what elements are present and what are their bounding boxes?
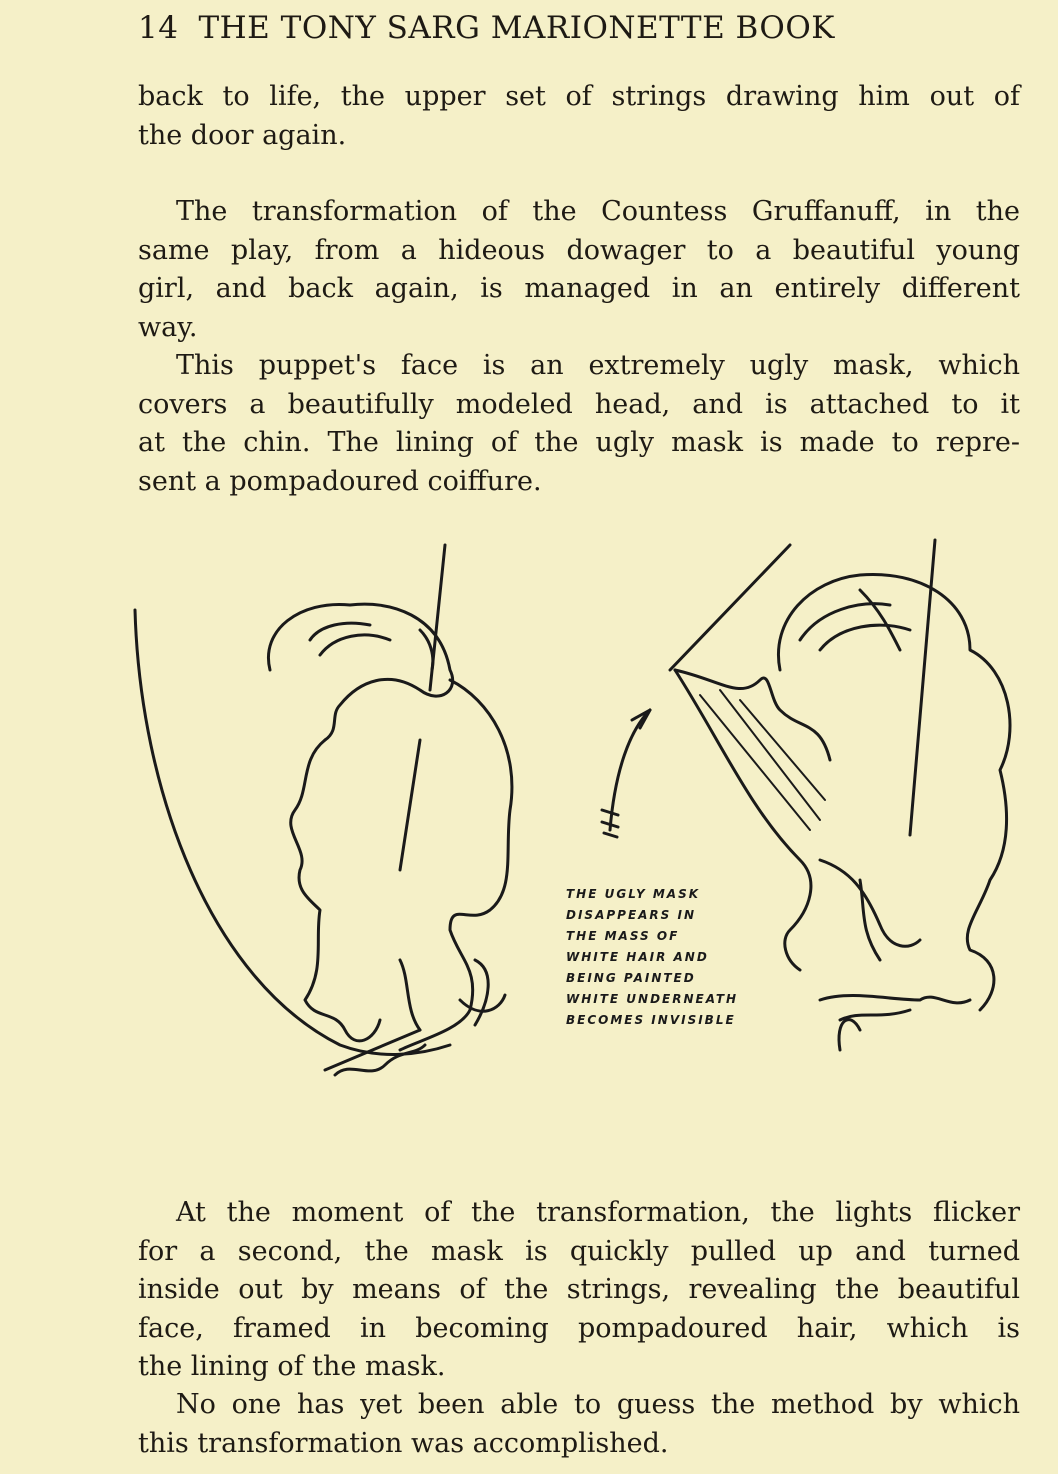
paragraph-1 [138, 78, 1020, 155]
caption-line: BEING PAINTED [566, 971, 696, 985]
text-line: this transformation was accomplished. [138, 1427, 669, 1459]
text-line: at the chin. The lining of the ugly mask is made to repre- [138, 427, 1020, 458]
page-number: 14 [138, 10, 179, 46]
caption-line: DISAPPEARS IN [566, 908, 696, 922]
caption-line: WHITE HAIR AND [566, 950, 709, 964]
caption-line: BECOMES INVISIBLE [566, 1013, 736, 1027]
figure-caption-handwritten [566, 884, 738, 1031]
text-line: sent a pompadoured coiffure. [138, 465, 542, 497]
puppet-illustration [120, 530, 1040, 1160]
page-header [138, 10, 855, 46]
caption-line: WHITE UNDERNEATH [566, 992, 739, 1006]
running-title: THE TONY SARG MARIONETTE BOOK [198, 10, 835, 46]
text-line: the door again. [138, 119, 347, 151]
text-line: At the moment of the transformation, the lights flicker [176, 1197, 1020, 1228]
text-line: The transformation of the Countess Gruffanuff, in the [176, 196, 1020, 227]
paragraph-5 [138, 1386, 1020, 1463]
paragraph-4 [138, 1194, 1020, 1387]
text-line: for a second, the mask is quickly pulled up and turned [138, 1235, 1020, 1267]
text-line: back to life, the upper set of strings drawing him out of [138, 81, 1020, 112]
text-line: covers a beautifully modeled head, and is attached to it [138, 388, 1020, 420]
text-line: face, framed in becoming pompadoured hair, which is [138, 1312, 1020, 1344]
text-line: girl, and back again, is managed in an entirely different [138, 273, 1020, 304]
paragraph-3 [138, 347, 1020, 501]
text-line: the lining of the mask. [138, 1351, 446, 1382]
caption-line: THE MASS OF [566, 929, 680, 943]
text-line: same play, from a hideous dowager to a beautiful young [138, 234, 1020, 266]
text-line: This puppet's face is an extremely ugly mask, which [176, 350, 1020, 381]
caption-line: THE UGLY MASK [566, 887, 701, 901]
text-line: No one has yet been able to guess the method by which [176, 1389, 1020, 1420]
text-line: way. [138, 311, 198, 343]
ugly-mask-puppet-drawing [135, 545, 512, 1075]
text-line: inside out by means of the strings, revealing the beautiful [138, 1274, 1020, 1305]
paragraph-2 [138, 193, 1020, 347]
arrow-drawing [602, 710, 650, 837]
